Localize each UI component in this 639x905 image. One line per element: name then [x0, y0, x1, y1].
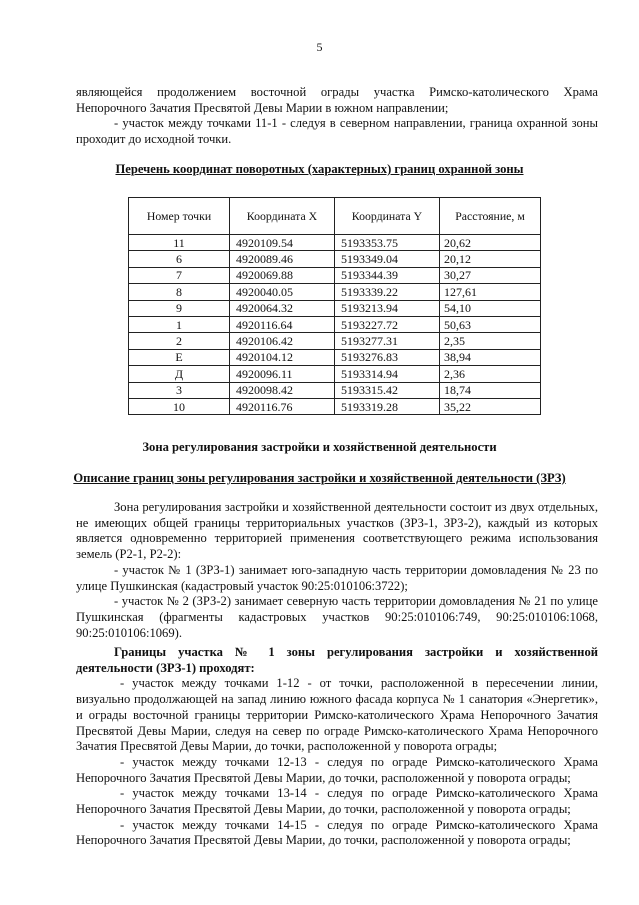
- table-row: [129, 235, 541, 251]
- table-cell: 54,10: [440, 300, 541, 316]
- table-cell: 35,22: [440, 398, 541, 414]
- zone-subheading: Описание границ зоны регулирования застройки и хозяйственной деятельности (ЗРЗ): [73, 471, 566, 485]
- column-header: Расстояние, м: [440, 198, 541, 235]
- paragraph: являющейся продолжением восточной ограды участка Римско-католического Храма Непорочного Зачатия Пресвятой Девы Марии в южном направлении;: [76, 85, 598, 115]
- paragraph: - участок № 1 (ЗРЗ-1) занимает юго-западную часть территории домовладения № 23 по улице Пушкинская (кадастровый участок 90:25:010106:3722);: [76, 562, 598, 593]
- paragraph: Зона регулирования застройки и хозяйственной деятельности состоит из двух отдельных, не имеющих общей границы территориальных участков (ЗРЗ-1, ЗРЗ-2), каждый из которых является одновременно территорией применения соответствующего режима использования земель (Р2-1, Р2-2):: [76, 500, 598, 562]
- table-cell: 127,61: [440, 284, 541, 300]
- table-cell: 4920096.11: [230, 366, 335, 382]
- table-cell: 4920106.42: [230, 333, 335, 349]
- table-cell: 4920040.05: [230, 284, 335, 300]
- paragraph: - участок № 2 (ЗРЗ-2) занимает северную часть территории домовладения № 21 по улице Пушкинская (фрагменты кадастровых участков 90:25:010106:749, 90:25:010106:1068, 90:25:010106:1069).: [76, 594, 598, 640]
- table-cell: 2,35: [440, 333, 541, 349]
- table-cell: 4920109.54: [230, 235, 335, 251]
- column-header: Координата Y: [335, 198, 440, 235]
- table-cell: 5193277.31: [335, 333, 440, 349]
- table-cell: 5193349.04: [335, 251, 440, 267]
- table-row: [129, 300, 541, 316]
- table-cell: 50,63: [440, 316, 541, 332]
- table-cell: 4920064.32: [230, 300, 335, 316]
- table-cell: 5193353.75: [335, 235, 440, 251]
- table-cell: 3: [129, 382, 230, 398]
- table-cell: 38,94: [440, 349, 541, 365]
- table-cell: Е: [129, 349, 230, 365]
- boundaries-heading: Границы участка № 1 зоны регулирования застройки и хозяйственной деятельности (ЗРЗ-1) проходят:: [76, 645, 598, 675]
- table-cell: 11: [129, 235, 230, 251]
- table-row: [129, 284, 541, 300]
- page-number: 5: [316, 40, 323, 54]
- table-row: [129, 382, 541, 398]
- table-cell: 5193319.28: [335, 398, 440, 414]
- table-row: [129, 251, 541, 267]
- table-header-row: [129, 198, 541, 235]
- table-cell: 4920116.76: [230, 398, 335, 414]
- table-cell: 5193314.94: [335, 366, 440, 382]
- table-title: Перечень координат поворотных (характерных) границ охранной зоны: [115, 162, 524, 176]
- table-cell: 4920098.42: [230, 382, 335, 398]
- top-text: [76, 85, 598, 148]
- table-cell: 2,36: [440, 366, 541, 382]
- table-cell: 9: [129, 300, 230, 316]
- table-cell: 7: [129, 267, 230, 283]
- table-cell: 6: [129, 251, 230, 267]
- table-cell: 5193339.22: [335, 284, 440, 300]
- table-cell: 5193276.83: [335, 349, 440, 365]
- table-cell: 8: [129, 284, 230, 300]
- table-cell: 30,27: [440, 267, 541, 283]
- table-cell: 5193344.39: [335, 267, 440, 283]
- table-cell: 4920089.46: [230, 251, 335, 267]
- table-row: [129, 398, 541, 414]
- table-cell: 4920069.88: [230, 267, 335, 283]
- paragraph: - участок между точками 14-15 - следуя по ограде Римско-католического Храма Непорочного Зачатия Пресвятой Девы Марии, до точки, расположенной у поворота ограды;: [76, 817, 598, 848]
- table-cell: 2: [129, 333, 230, 349]
- table-cell: 18,74: [440, 382, 541, 398]
- zone-text: [76, 500, 598, 641]
- table-cell: 4920104.12: [230, 349, 335, 365]
- table-cell: 20,62: [440, 235, 541, 251]
- table-cell: 20,12: [440, 251, 541, 267]
- table-row: [129, 349, 541, 365]
- table-row: [129, 316, 541, 332]
- table-cell: 5193315.42: [335, 382, 440, 398]
- table-cell: 4920116.64: [230, 316, 335, 332]
- zone-heading: Зона регулирования застройки и хозяйственной деятельности: [142, 440, 497, 454]
- table-cell: 5193213.94: [335, 300, 440, 316]
- column-header: Номер точки: [129, 198, 230, 235]
- paragraph: - участок между точками 13-14 - следуя по ограде Римско-католического Храма Непорочного Зачатия Пресвятой Девы Марии, до точки, расположенной у поворота ограды;: [76, 786, 598, 817]
- table-cell: 5193227.72: [335, 316, 440, 332]
- table-row: [129, 366, 541, 382]
- paragraph: - участок между точками 12-13 - следуя по ограде Римско-католического Храма Непорочного Зачатия Пресвятой Девы Марии, до точки, расположенной у поворота ограды;: [76, 754, 598, 785]
- paragraph: - участок между точками 11-1 - следуя в северном направлении, граница охранной зоны проходит до исходной точки.: [76, 116, 598, 147]
- table-row: [129, 267, 541, 283]
- paragraph: - участок между точками 1-12 - от точки, расположенной в пересечении линии, визуально продолжающей на запад линию южного фасада корпуса № 1 санатория «Энергетик», и ограды восточной границы территории Римско-католического Храма Непорочного Зачатия Пресвятой Девы Марии, следуя на север по ограде Римско-католического Храма Непорочного Зачатия Пресвятой Девы Марии, до точки, расположенной у поворота ограды;: [76, 676, 598, 754]
- boundaries-section: [76, 645, 598, 849]
- table-cell: 1: [129, 316, 230, 332]
- table-row: [129, 333, 541, 349]
- column-header: Координата X: [230, 198, 335, 235]
- table-cell: 10: [129, 398, 230, 414]
- table-cell: Д: [129, 366, 230, 382]
- coordinates-table: [128, 197, 541, 415]
